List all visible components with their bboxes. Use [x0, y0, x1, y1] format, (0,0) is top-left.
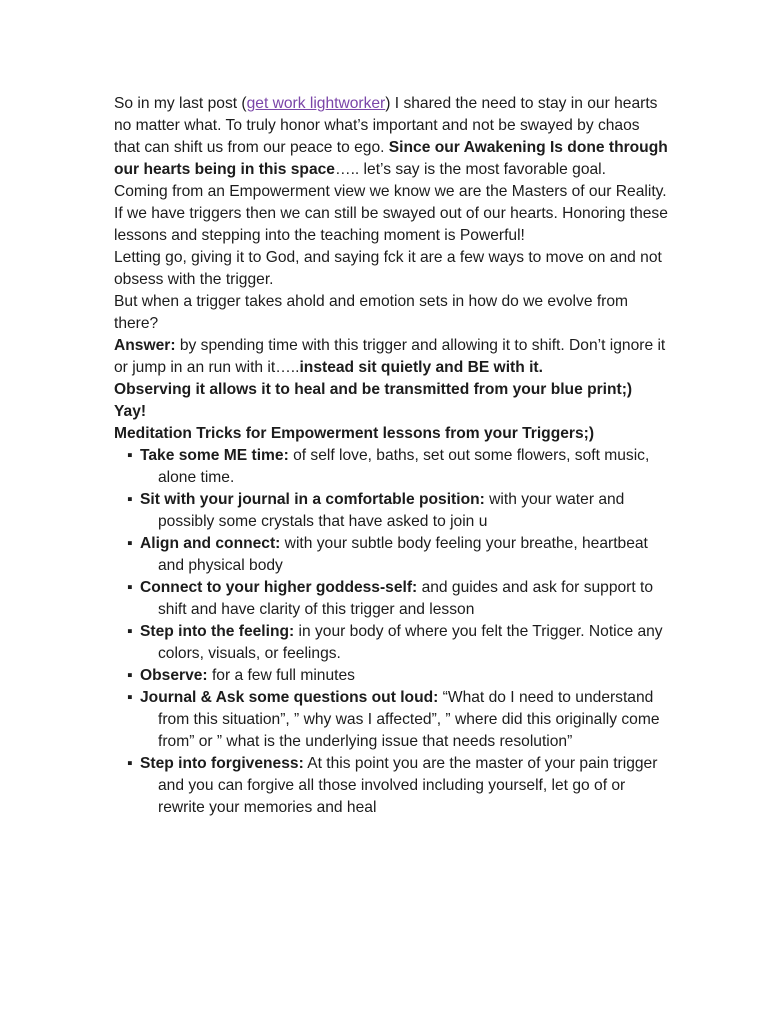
observing-bold-text: Observing it allows it to heal and be transmitted from your blue print;) Yay!: [114, 381, 633, 420]
square-bullet-icon: ▪: [127, 535, 133, 552]
square-bullet-icon: ▪: [127, 755, 133, 772]
list-item-text: At this point you are the master of your pain trigger and you can forgive all those involved including yourself, let go of or rewrite your memories and heal: [158, 755, 658, 816]
intro-text: So in my last post (: [114, 95, 247, 112]
list-item: [114, 533, 668, 577]
list-item: [114, 753, 668, 819]
list-item: [114, 489, 668, 533]
list-item: [114, 445, 668, 489]
empowerment-paragraph: Coming from an Empowerment view we know we are the Masters of our Reality. If we have triggers then we can still be swayed out of our hearts. Honoring these lessons and stepping into the teaching moment is Powerful!: [114, 183, 668, 244]
list-item-text: “What do I need to understand from this situation”, ” why was I affected”, ” where did this originally come from” or ” what is the underlying issue that needs resolution”: [158, 689, 660, 750]
list-item-title: Connect to your higher goddess-self:: [140, 579, 418, 596]
trigger-question-paragraph: But when a trigger takes ahold and emotion sets in how do we evolve from there?: [114, 293, 629, 332]
answer-label: Answer:: [114, 337, 176, 354]
list-item-title: Take some ME time:: [140, 447, 289, 464]
list-item: [114, 577, 668, 621]
square-bullet-icon: ▪: [127, 491, 133, 508]
list-item: [114, 621, 668, 665]
list-item-title: Align and connect:: [140, 535, 281, 552]
answer-bold-text: instead sit quietly and BE with it.: [299, 359, 543, 376]
square-bullet-icon: ▪: [127, 623, 133, 640]
intro-text-2: ) I shared the need to stay in our hearts no matter what. To truly honor what’s important and not be swayed by chaos that can shift us from our peace to ego.: [114, 95, 658, 156]
list-item-title: Step into forgiveness:: [140, 755, 304, 772]
intro-paragraph: [114, 93, 668, 181]
list-item-text: with your subtle body feeling your breathe, heartbeat and physical body: [158, 535, 648, 574]
list-item: [114, 687, 668, 753]
letting-go-paragraph: Letting go, giving it to God, and saying fck it are a few ways to move on and not obsess with the trigger.: [114, 249, 662, 288]
observing-paragraph: [114, 379, 668, 423]
answer-paragraph: [114, 335, 668, 379]
intro-text-end: ….. let’s say is the most favorable goal.: [334, 161, 606, 178]
get-work-lightworker-link[interactable]: get work lightworker: [246, 95, 386, 112]
list-item-title: Journal & Ask some questions out loud:: [140, 689, 439, 706]
list-item: [114, 665, 668, 687]
list-item-text: of self love, baths, set out some flowers, soft music, alone time.: [158, 447, 650, 486]
intro-bold-text: Since our Awakening Is done through our hearts being in this space: [114, 139, 668, 178]
square-bullet-icon: ▪: [127, 447, 133, 464]
meditation-tricks-list: [114, 445, 668, 819]
list-item-text: in your body of where you felt the Trigger. Notice any colors, visuals, or feelings.: [158, 623, 663, 662]
square-bullet-icon: ▪: [127, 579, 133, 596]
square-bullet-icon: ▪: [127, 689, 133, 706]
list-item-text: with your water and possibly some crystals that have asked to join u: [158, 491, 625, 530]
square-bullet-icon: ▪: [127, 667, 133, 684]
list-item-text: for a few full minutes: [207, 667, 355, 684]
list-item-title: Step into the feeling:: [140, 623, 295, 640]
tricks-heading-text: Meditation Tricks for Empowerment lessons from your Triggers;): [114, 425, 595, 442]
list-item-title: Observe:: [140, 667, 208, 684]
answer-text: by spending time with this trigger and allowing it to shift. Don’t ignore it or jump in an run with it…..: [114, 337, 666, 376]
list-item-title: Sit with your journal in a comfortable position:: [140, 491, 485, 508]
list-item-text: and guides and ask for support to shift and have clarity of this trigger and lesson: [158, 579, 654, 618]
tricks-heading: [114, 423, 668, 445]
